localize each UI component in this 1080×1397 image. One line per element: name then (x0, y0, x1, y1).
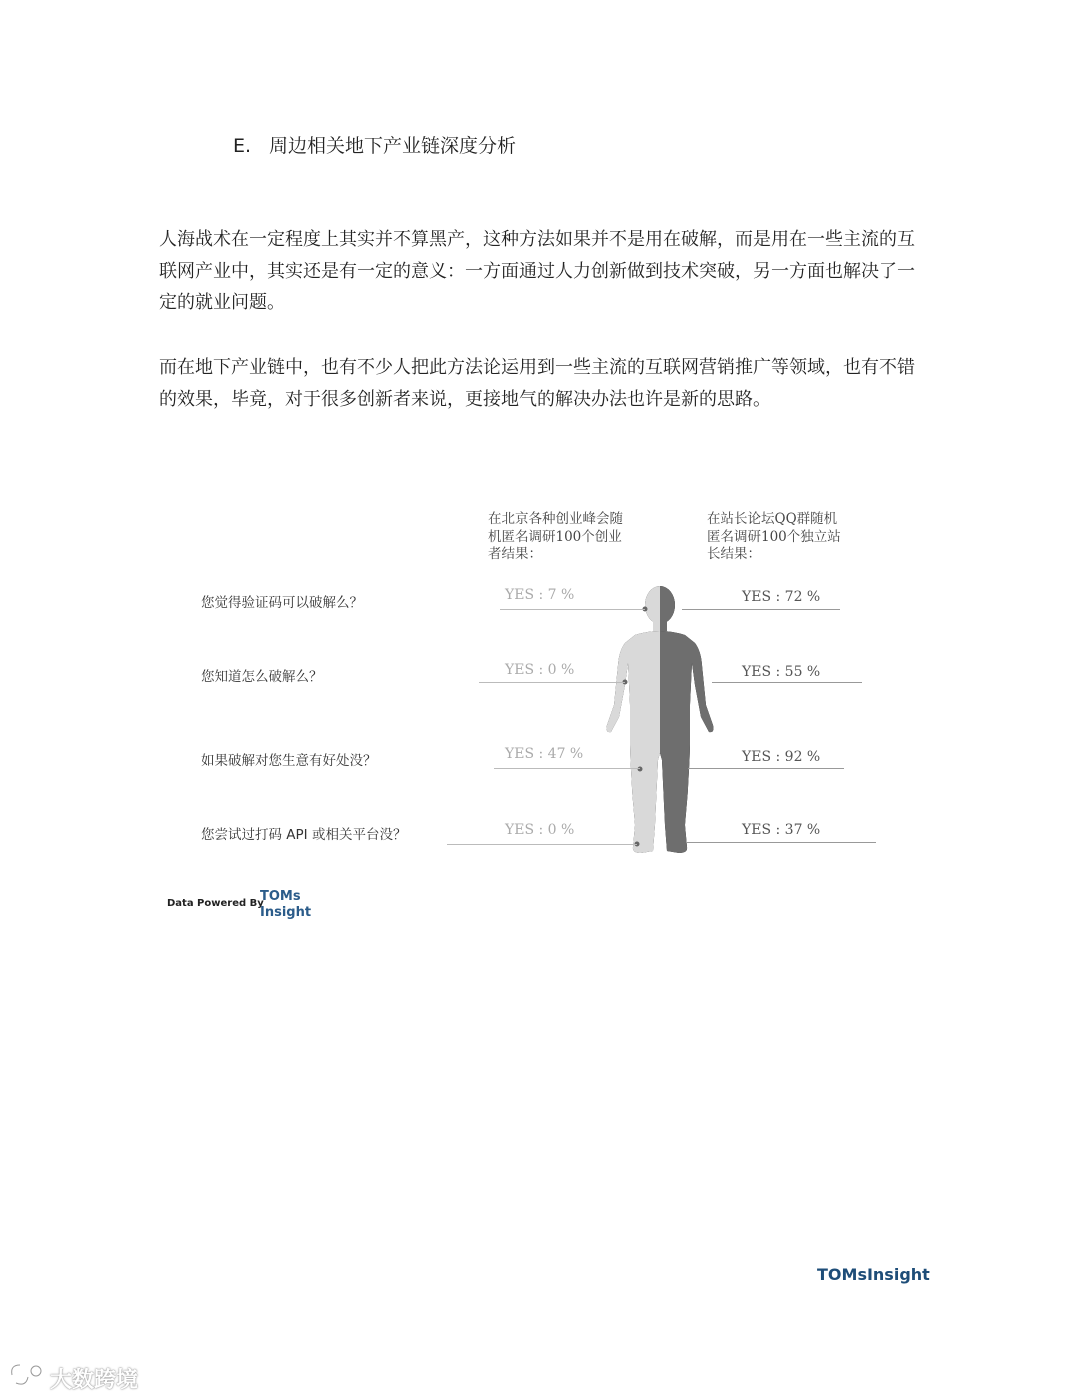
right-answer: YES : 92 % (742, 749, 821, 765)
left-header-line: 在北京各种创业峰会随 (488, 511, 623, 527)
right-header-line: 在站长论坛QQ群随机 (707, 511, 838, 527)
watermark-text: 大数跨境 (50, 1368, 139, 1393)
survey-question: 您觉得验证码可以破解么？ (201, 595, 363, 611)
left-column-header (488, 511, 648, 564)
footer-brand: TOMsInsight (817, 1265, 930, 1284)
right-answer: YES : 72 % (742, 589, 821, 605)
left-header-line: 者结果： (488, 546, 542, 562)
left-answer: YES : 7 % (505, 587, 575, 603)
data-powered-by: Data Powered By (167, 898, 264, 909)
right-header-line: 长结果： (707, 546, 761, 562)
section-heading (233, 131, 516, 158)
left-answer: YES : 0 % (505, 822, 575, 838)
right-connector-line (688, 768, 844, 769)
survey-question: 您尝试过打码 API 或相关平台没？ (201, 827, 407, 843)
paragraph-2: 而在地下产业链中，也有不少人把此方法论运用到一些主流的互联网营销推广等领域，也有不错的效果，毕竟，对于很多创新者来说，更接地气的解决办法也许是新的思路。 (159, 357, 915, 410)
logo-line-2: Insight (260, 905, 312, 920)
left-connector-line (494, 768, 640, 769)
right-answer: YES : 37 % (742, 822, 821, 838)
left-answer: YES : 47 % (505, 746, 584, 762)
watermark-logo-icon (6, 1361, 50, 1391)
survey-question: 您知道怎么破解么？ (201, 669, 323, 685)
toms-insight-logo (260, 889, 311, 921)
left-answer: YES : 0 % (505, 662, 575, 678)
paragraph-1: 人海战术在一定程度上其实并不算黑产，这种方法如果并不是用在破解，而是用在一些主流的互联网产业中，其实还是有一定的意义：一方面通过人力创新做到技术突破，另一方面也解决了一定的就业问题。 (159, 229, 915, 313)
right-answer: YES : 55 % (742, 664, 821, 680)
right-header-line: 匿名调研100个独立站 (707, 528, 841, 545)
left-header-line: 机匿名调研100个创业 (488, 528, 622, 545)
right-connector-line (682, 609, 840, 610)
left-connector-line (447, 844, 637, 845)
section-title: 周边相关地下产业链深度分析 (269, 135, 517, 157)
left-connector-line (500, 609, 645, 610)
right-connector-line (686, 842, 876, 843)
logo-line-1: TOMs (260, 889, 301, 904)
right-column-header (707, 511, 867, 564)
left-connector-line (479, 682, 625, 683)
section-letter: E. (233, 135, 252, 157)
human-figure-icon (595, 585, 725, 860)
right-connector-line (712, 682, 862, 683)
survey-question: 如果破解对您生意有好处没？ (201, 753, 377, 769)
